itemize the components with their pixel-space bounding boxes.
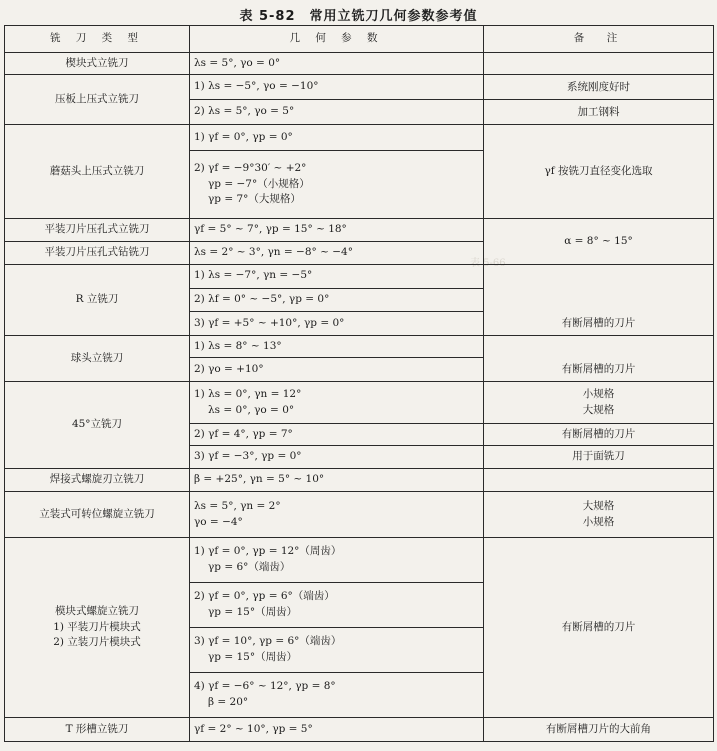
param-cell: 1) λs = −7°, γn = −5° [190,265,484,289]
cutter-type: 平装刀片压孔式立铣刀 [5,219,190,242]
param-cell: β = +25°, γn = 5° ~ 10° [190,469,484,492]
note-large: 大规格 [582,403,615,416]
table-row [5,336,714,358]
note-cell [484,265,714,336]
param-line: γp = 6°（端齿） [208,561,291,573]
cutter-type: 立装式可转位螺旋立铣刀 [5,492,190,538]
param-cell: 2) λs = 5°, γo = 5° [190,100,484,125]
param-cell [190,382,484,424]
note-chipbreaker: 有断屑槽的刀片 [561,317,636,329]
note-small: 小规格 [582,515,615,528]
param-line: 2) γf = 0°, γp = 6°（端齿） [194,590,335,603]
cutter-type: 压板上压式立铣刀 [5,75,190,125]
cutter-type-line: 2) 立装刀片模块式 [53,636,141,649]
param-line: λs = 0°, γo = 0° [208,403,295,416]
param-cell [190,583,484,628]
note-rigidity: 系统刚度好时 [484,75,713,100]
param-line: λs = 5°, γn = 2° [194,499,281,512]
note-cell [484,336,714,382]
table-row [5,219,714,242]
cutter-type: T 形槽立铣刀 [5,718,190,742]
table-header-row [5,26,714,53]
param-line: γo = −4° [194,515,243,528]
note-cell: α = 8° ~ 15° [484,219,714,265]
param-cell: 2) λf = 0° ~ −5°, γp = 0° [190,288,484,312]
note-cell: 有断屑槽的刀片 [484,538,714,718]
cutter-type: 球头立铣刀 [5,336,190,382]
param-cell [190,673,484,718]
param-line: γp = −7°（小规格） [208,177,310,190]
note-chipbreaker: 有断屑槽的刀片 [561,363,636,375]
note-cell [484,382,714,424]
param-cell: 1) λs = 8° ~ 13° [190,336,484,358]
cutter-type-line: 1) 平装刀片模块式 [53,620,141,633]
table-row [5,492,714,538]
cutter-type-line: 模块式螺旋立铣刀 [55,604,139,617]
param-cell: γf = 5° ~ 7°, γp = 15° ~ 18° [190,219,484,242]
note-cell: γf 按铣刀直径变化选取 [484,125,714,219]
table-row [5,538,714,583]
param-line: 4) γf = −6° ~ 12°, γp = 8° [194,680,336,693]
param-cell [190,538,484,583]
param-line: γp = 7°（大规格） [208,193,301,206]
table-row [5,382,714,424]
geometry-parameter-table [4,25,714,742]
faint-background-text: 表 5-66 [470,258,506,269]
cutter-type: R 立铣刀 [5,265,190,336]
param-cell: 3) γf = +5° ~ +10°, γp = 0° [190,312,484,336]
param-cell: 3) γf = −3°, γp = 0° [190,446,484,469]
table-row [5,265,714,289]
param-cell: λs = 2° ~ 3°, γn = −8° ~ −4° [190,242,484,265]
param-cell: 2) γo = +10° [190,358,484,382]
header-notes: 备 注 [484,26,714,53]
param-cell [190,628,484,673]
param-line: 3) γf = 10°, γp = 6°（端齿） [194,635,342,648]
table-row [5,125,714,151]
param-line: 2) γf = −9°30′ ~ +2° [194,161,307,174]
note-cell: 用于面铣刀 [484,446,714,469]
note-cell: 有断屑槽的刀片 [484,424,714,446]
table-row [5,53,714,75]
header-params: 几 何 参 数 [190,26,484,53]
note-cell: 有断屑槽刀片的大前角 [484,718,714,742]
param-line: γp = 15°（周齿） [208,651,298,663]
header-type: 铣 刀 类 型 [5,26,190,53]
cutter-type: 45°立铣刀 [5,382,190,469]
table-row [5,469,714,492]
table-title: 表 5-82 常用立铣刀几何参数参考值 [239,9,478,24]
note-small: 小规格 [582,387,615,400]
param-line: γp = 15°（周齿） [208,606,298,618]
table-row [5,718,714,742]
param-cell: 1) γf = 0°, γp = 0° [190,125,484,151]
note-steel: 加工钢料 [577,106,620,118]
param-line: 1) λs = 0°, γn = 12° [194,387,302,400]
cutter-type [5,538,190,718]
note-large: 大规格 [582,499,615,512]
param-cell: γf = 2° ~ 10°, γp = 5° [190,718,484,742]
param-cell [190,492,484,538]
param-cell [190,151,484,219]
cutter-type: 蘑菇头上压式立铣刀 [5,125,190,219]
note-cell [484,469,714,492]
param-cell: 1) λs = −5°, γo = −10° [190,75,484,100]
param-line: 1) γf = 0°, γp = 12°（周齿） [194,545,342,558]
param-cell: 2) γf = 4°, γp = 7° [190,424,484,446]
param-cell: λs = 5°, γo = 0° [190,53,484,75]
param-line: β = 20° [208,696,249,708]
cutter-type: 焊接式螺旋刃立铣刀 [5,469,190,492]
cutter-type: 楔块式立铣刀 [5,53,190,75]
note-cell [484,53,714,125]
cutter-type: 平装刀片压孔式钻铣刀 [5,242,190,265]
note-cell [484,492,714,538]
